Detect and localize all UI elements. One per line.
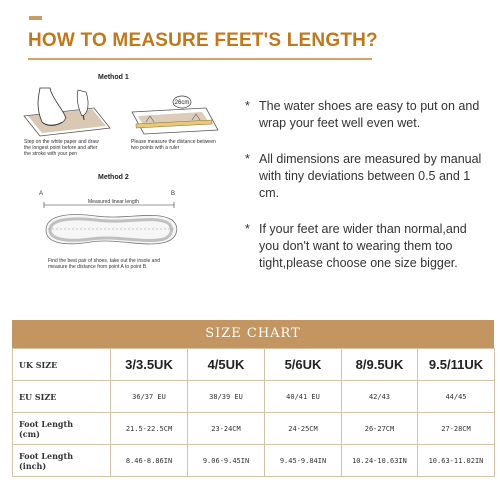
table-cell: 21.5-22.5CM xyxy=(111,413,188,445)
size-chart xyxy=(12,320,494,481)
notes-list xyxy=(245,98,490,291)
title-accent-bar xyxy=(29,16,42,20)
table-cell: 9.45-9.84IN xyxy=(265,445,342,477)
table-cell: 23-24CM xyxy=(188,413,265,445)
table-cell: 8/9.5UK xyxy=(342,349,418,381)
star-marker: * xyxy=(245,152,250,166)
table-cell: 42/43 xyxy=(342,381,418,413)
star-marker: * xyxy=(245,99,250,113)
row-label: Foot Length (inch) xyxy=(13,445,111,477)
table-row xyxy=(13,445,495,477)
table-row xyxy=(13,349,495,381)
size-table xyxy=(12,348,495,477)
title-underline xyxy=(28,58,372,60)
note-item: * If your feet are wider than normal,and you don't want to wearing them too tight,please choose one size bigger. xyxy=(245,222,467,270)
table-row xyxy=(13,381,495,413)
method2-caption: Find the best pair of shoes, take out the insole and measure the distance from point A to point B. xyxy=(48,258,161,270)
page-title: HOW TO MEASURE FEET'S LENGTH? xyxy=(28,30,378,51)
measure-tag: 26cm xyxy=(174,100,190,106)
table-cell: 27-28CM xyxy=(418,413,495,445)
note-item: * The water shoes are easy to put on and wrap your feet well even wet. xyxy=(245,99,480,130)
insole-illustration xyxy=(36,196,182,254)
table-row xyxy=(13,413,495,445)
method1-label: Method 1 xyxy=(98,74,129,81)
table-cell: 9.5/11UK xyxy=(418,349,495,381)
table-cell: 38/39 EU xyxy=(188,381,265,413)
method1-caption-right: Please measure the distance between two points with a ruler xyxy=(131,139,216,151)
size-chart-title: SIZE CHART xyxy=(12,320,494,348)
table-cell: 26-27CM xyxy=(342,413,418,445)
point-b-marker: B xyxy=(171,191,176,197)
measure-line-label: Measured linear length xyxy=(88,199,139,205)
row-label: UK SIZE xyxy=(13,349,111,381)
note-item: * All dimensions are measured by manual with tiny deviations between 0.5 and 1 cm. xyxy=(245,152,482,200)
method1-caption-left: Step on the white paper and draw the longest point before and after the stroke with your pen xyxy=(24,139,99,157)
row-label: EU SIZE xyxy=(13,381,111,413)
table-cell: 40/41 EU xyxy=(265,381,342,413)
table-cell: 10.24-10.63IN xyxy=(342,445,418,477)
star-marker: * xyxy=(245,222,250,236)
table-cell: 36/37 EU xyxy=(111,381,188,413)
table-cell: 4/5UK xyxy=(188,349,265,381)
table-cell: 5/6UK xyxy=(265,349,342,381)
point-a-marker: A xyxy=(39,191,44,197)
table-cell: 44/45 xyxy=(418,381,495,413)
method2-label: Method 2 xyxy=(98,174,129,181)
foot-on-paper-illustration xyxy=(22,86,112,138)
row-label: Foot Length (cm) xyxy=(13,413,111,445)
table-cell: 9.06-9.45IN xyxy=(188,445,265,477)
ruler-measure-illustration xyxy=(130,94,220,138)
table-cell: 3/3.5UK xyxy=(111,349,188,381)
table-cell: 8.46-8.86IN xyxy=(111,445,188,477)
table-cell: 24-25CM xyxy=(265,413,342,445)
table-cell: 10.63-11.02IN xyxy=(418,445,495,477)
